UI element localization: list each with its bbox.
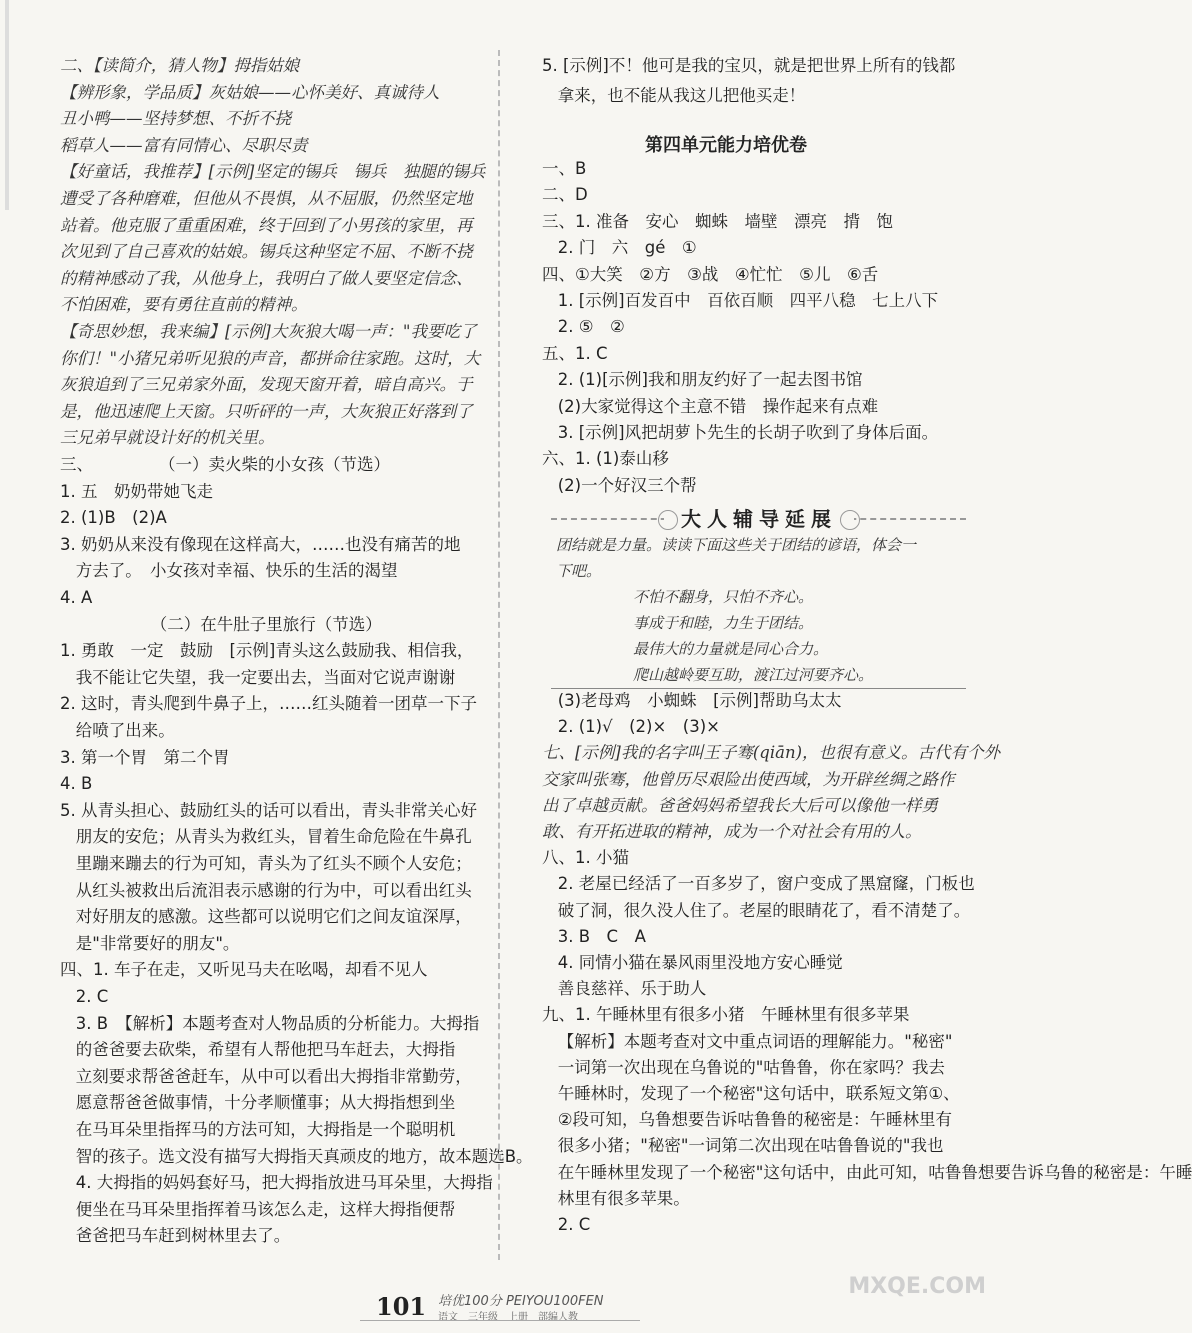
text-line: 2. (1)B (2)A — [60, 508, 167, 528]
text-line: 4. 同情小猫在暴风雨里没地方安心睡觉 — [542, 953, 843, 972]
text-line: 善良慈祥、乐于助人 — [542, 979, 707, 999]
text-line: 爸爸把马车赶到树林里去了。 — [60, 1226, 291, 1246]
text-line: 2. ⑤ ② — [542, 317, 625, 337]
box-title: 大人辅导延展 — [664, 502, 854, 536]
text-line: 3. B 【解析】本题考查对人物品质的分析能力。大拇指 — [60, 1013, 480, 1033]
text-line: 五、1. C — [542, 343, 608, 363]
text-line: 给喷了出来。 — [60, 721, 175, 740]
text-line: 1. [示例]百发百中 百依百顺 四平八稳 七上八下 — [542, 291, 939, 310]
text-line: 林里有很多苹果。 — [542, 1188, 690, 1208]
text-line: 2. 老屋已经活了一百多岁了，窗户变成了黑窟窿，门板也 — [542, 874, 975, 894]
page-number: 101 — [376, 1292, 427, 1321]
text-line: 的爸爸要去砍柴，希望有人帮他把马车赶去，大拇指 — [60, 1040, 456, 1060]
text-line: 3. [示例]风把胡萝卜先生的长胡子吹到了身体后面。 — [542, 423, 939, 442]
page-footer — [360, 1290, 640, 1326]
text-line: 3. B C A — [542, 926, 646, 946]
text-line: 丑小鸭——坚持梦想、不折不挠 — [60, 109, 291, 129]
text-line: 1. 五 奶奶带她飞走 — [60, 481, 213, 501]
text-line: 遭受了各种磨难，但他从不畏惧，从不屈服，仍然坚定地 — [60, 189, 473, 208]
text-line: 2. C — [542, 1215, 591, 1234]
text-line: 2. 这时，青头爬到牛鼻子上，……红头随着一团草一下子 — [60, 694, 477, 714]
text-line: 【好童话，我推荐】[示例]坚定的锡兵 锡兵 独腿的锡兵 — [60, 162, 486, 182]
text-line: 的精神感动了我，从他身上，我明白了做人要坚定信念、 — [60, 268, 473, 288]
text-line: 2. 门 六 gé ① — [542, 238, 697, 258]
text-line: 一、B — [542, 159, 587, 178]
page-edge-mark — [5, 0, 9, 210]
text-line: 你们！"小猪兄弟听见狼的声音，都拼命往家跑。这时，大 — [60, 348, 481, 368]
text-line: 二、【读简介，猜人物】拇指姑娘 — [60, 56, 300, 75]
text-line: 在马耳朵里指挥马的方法可知，大拇指是一个聪明机 — [60, 1120, 456, 1139]
text-line: 【解析】本题考查对文中重点词语的理解能力。"秘密" — [542, 1031, 953, 1051]
text-line: 4. B — [60, 774, 93, 794]
text-line: 拿来，也不能从我这儿把他买走！ — [542, 86, 806, 105]
proverb-line: 爬山越岭要互助，渡江过河要齐心。 — [633, 666, 874, 684]
text-line: （二）在牛肚子里旅行（节选） — [60, 614, 382, 634]
text-line: (2)大家觉得这个主意不错 操作起来有点难 — [542, 396, 879, 416]
text-line: 我不能让它失望，我一定要出去，当面对它说声谢谢 — [60, 667, 456, 687]
text-line: 敢、有开拓进取的精神，成为一个对社会有用的人。 — [542, 822, 922, 841]
text-line: 5. [示例]不！他可是我的宝贝，就是把世界上所有的钱都 — [542, 56, 956, 75]
text-line: 午睡林时，发现了一个秘密"这句话中，联系短文第①、 — [542, 1084, 960, 1103]
text-line: 三、 （一）卖火柴的小女孩（节选） — [60, 455, 390, 474]
text-line: 1. 勇敢 一定 鼓励 [示例]青头这么鼓励我、相信我， — [60, 641, 474, 661]
text-line: (2)一个好汉三个帮 — [542, 475, 697, 495]
text-line: 【奇思妙想，我来编】[示例]大灰狼大喝一声："我要吃了 — [60, 322, 477, 341]
text-line: 方去了。 小女孩对幸福、快乐的生活的渴望 — [60, 561, 398, 581]
text-line: 3. 第一个胃 第二个胃 — [60, 747, 230, 767]
text-line: 灰狼追到了三兄弟家外面，发现天窗开着，暗自高兴。于 — [60, 375, 473, 395]
text-line: 2. (1)[示例]我和朋友约好了一起去图书馆 — [542, 370, 863, 390]
text-line: 九、1. 午睡林里有很多小猪 午睡林里有很多苹果 — [542, 1005, 910, 1025]
text-line: 稻草人——富有同情心、尽职尽责 — [60, 135, 308, 155]
text-line: 愿意帮爸爸做事情，十分孝顺懂事；从大拇指想到坐 — [60, 1093, 456, 1113]
text-line: 在午睡林里发现了一个秘密"这句话中，由此可知，咕鲁鲁想要告诉乌鲁的秘密是：午睡 — [542, 1162, 1192, 1182]
text-line: 七、[示例]我的名字叫王子骞(qiān)，也很有意义。古代有个外 — [542, 743, 1001, 763]
text-line: 从红头被救出后流泪表示感谢的行为中，可以看出红头 — [60, 880, 472, 900]
text-line: 是"非常要好的朋友"。 — [60, 933, 240, 953]
text-line: 八、1. 小猫 — [542, 848, 629, 868]
parent-guidance-box — [551, 507, 966, 689]
proverb-line: 下吧。 — [556, 562, 602, 580]
text-line: 四、1. 车子在走，又听见马夫在吆喝，却看不见人 — [60, 960, 428, 980]
book-info: 语文 三年级 上册 部编人教 — [438, 1312, 578, 1323]
text-line: 便坐在马耳朵里指挥着马该怎么走，这样大拇指便帮 — [60, 1199, 456, 1219]
text-line: 4. 大拇指的妈妈套好马，把大拇指放进马耳朵里，大拇指 — [60, 1173, 493, 1193]
text-line: (3)老母鸡 小蜘蛛 [示例]帮助乌太太 — [542, 691, 842, 710]
text-line: 一词第一次出现在乌鲁说的"咕鲁鲁，你在家吗？我去 — [542, 1057, 945, 1077]
proverb-line: 事成于和睦，力生于团结。 — [633, 614, 814, 632]
watermark: MXQE.COM — [848, 1274, 986, 1299]
text-line: 4. A — [60, 588, 93, 607]
text-line: 六、1. (1)泰山移 — [542, 449, 669, 469]
text-line: 智的孩子。选文没有描写大拇指天真顽皮的地方，故本题选B。 — [60, 1146, 533, 1166]
text-line: 很多小猪；"秘密"一词第二次出现在咕鲁鲁说的"我也 — [542, 1136, 944, 1156]
brand-name: 培优100分 PEIYOU100FEN — [438, 1294, 604, 1309]
text-line: 次见到了自己喜欢的姑娘。锡兵这种坚定不屈、不断不挠 — [60, 242, 473, 262]
text-line: 2. (1)√ (2)× (3)× — [542, 717, 721, 737]
text-line: 对好朋友的感激。这些都可以说明它们之间友谊深厚， — [60, 907, 472, 927]
text-line: 破了洞，很久没人住了。老屋的眼睛花了，看不清楚了。 — [542, 900, 971, 920]
proverb-line: 团结就是力量。读读下面这些关于团结的谚语，体会一 — [556, 536, 917, 554]
text-line: 出了卓越贡献。爸爸妈妈希望我长大后可以像他一样勇 — [542, 795, 938, 815]
text-line: 二、D — [542, 185, 588, 205]
text-line: 不怕困难，要有勇往直前的精神。 — [60, 295, 308, 315]
text-line: 5. 从青头担心、鼓励红头的话可以看出，青头非常关心好 — [60, 800, 477, 820]
text-line: 四、①大笑 ②方 ③战 ④忙忙 ⑤儿 ⑥舌 — [542, 264, 879, 284]
text-line: 朋友的安危；从青头为救红头，冒着生命危险在牛鼻孔 — [60, 827, 472, 847]
text-line: 三兄弟早就设计好的机关里。 — [60, 428, 275, 448]
text-line: 站着。他克服了重重困难，终于回到了小男孩的家里，再 — [60, 215, 473, 235]
text-line: 【辨形象，学品质】灰姑娘——心怀美好、真诚待人 — [60, 82, 440, 102]
column-divider — [498, 50, 500, 1260]
text-line: 交家叫张骞，他曾历尽艰险出使西域，为开辟丝绸之路作 — [542, 769, 955, 789]
proverb-line: 最伟大的力量就是同心合力。 — [633, 640, 829, 658]
text-line: 三、1. 准备 安心 蜘蛛 墙壁 漂亮 揹 饱 — [542, 211, 893, 231]
text-line: ②段可知，乌鲁想要告诉咕鲁鲁的秘密是：午睡林里有 — [542, 1110, 953, 1130]
text-line: 3. 奶奶从来没有像现在这样高大，……也没有痛苦的地 — [60, 534, 461, 554]
footer-rule — [360, 1320, 640, 1321]
text-line: 里蹦来蹦去的行为可知，青头为了红头不顾个人安危； — [60, 854, 472, 873]
text-line: 立刻要求帮爸爸赶车，从中可以看出大拇指非常勤劳， — [60, 1066, 472, 1086]
proverb-line: 不怕不翻身，只怕不齐心。 — [633, 588, 814, 606]
text-line: 是，他迅速爬上天窗。只听砰的一声，大灰狼正好落到了 — [60, 401, 473, 421]
text-line: 2. C — [60, 987, 109, 1006]
unit-title: 第四单元能力培优卷 — [645, 135, 807, 156]
